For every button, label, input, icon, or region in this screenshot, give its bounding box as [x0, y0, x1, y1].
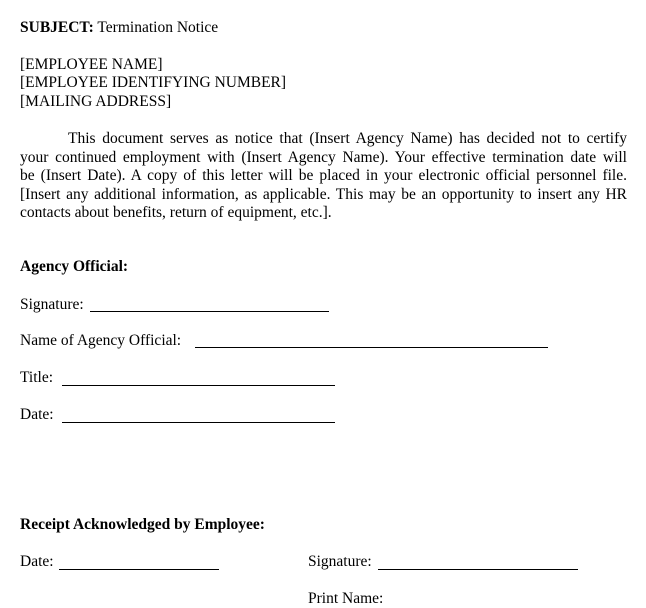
- employee-name-placeholder: [EMPLOYEE NAME]: [20, 56, 163, 73]
- agency-date-label: Date:: [20, 406, 54, 423]
- employee-signature-label: Signature:: [308, 553, 372, 570]
- subject-label: SUBJECT:: [20, 19, 94, 36]
- agency-title-label: Title:: [20, 369, 54, 386]
- employee-print-name-label: Print Name:: [308, 590, 384, 607]
- agency-title-field[interactable]: [62, 385, 335, 386]
- paragraph-line: be (Insert Date). A copy of this letter will be placed in your electronic official personnel file.: [20, 167, 627, 184]
- employee-date-field[interactable]: [59, 569, 219, 570]
- employee-id-placeholder: [EMPLOYEE IDENTIFYING NUMBER]: [20, 74, 287, 91]
- agency-official-heading: Agency Official:: [20, 258, 129, 275]
- paragraph-line: contacts about benefits, return of equipment, etc.].: [20, 204, 332, 221]
- mailing-address-placeholder: [MAILING ADDRESS]: [20, 93, 172, 110]
- agency-date-field[interactable]: [62, 422, 335, 423]
- notice-paragraph: [20, 130, 627, 223]
- agency-official-name-field[interactable]: [195, 347, 548, 348]
- agency-signature-label: Signature:: [20, 296, 84, 313]
- subject-text: Termination Notice: [97, 19, 219, 36]
- paragraph-line: your continued employment with (Insert Agency Name). Your effective termination date will: [20, 148, 627, 166]
- subject-line: [20, 19, 218, 37]
- agency-name-label: Name of Agency Official:: [20, 332, 182, 349]
- employee-receipt-heading: Receipt Acknowledged by Employee:: [20, 516, 265, 533]
- paragraph-line: [Insert any additional information, as applicable. This may be an opportunity to insert any HR: [20, 185, 627, 203]
- agency-signature-field[interactable]: [90, 311, 329, 312]
- employee-date-label: Date:: [20, 553, 54, 570]
- paragraph-line: This document serves as notice that (Insert Agency Name) has decided not to certify: [68, 130, 627, 147]
- employee-signature-field[interactable]: [378, 569, 578, 570]
